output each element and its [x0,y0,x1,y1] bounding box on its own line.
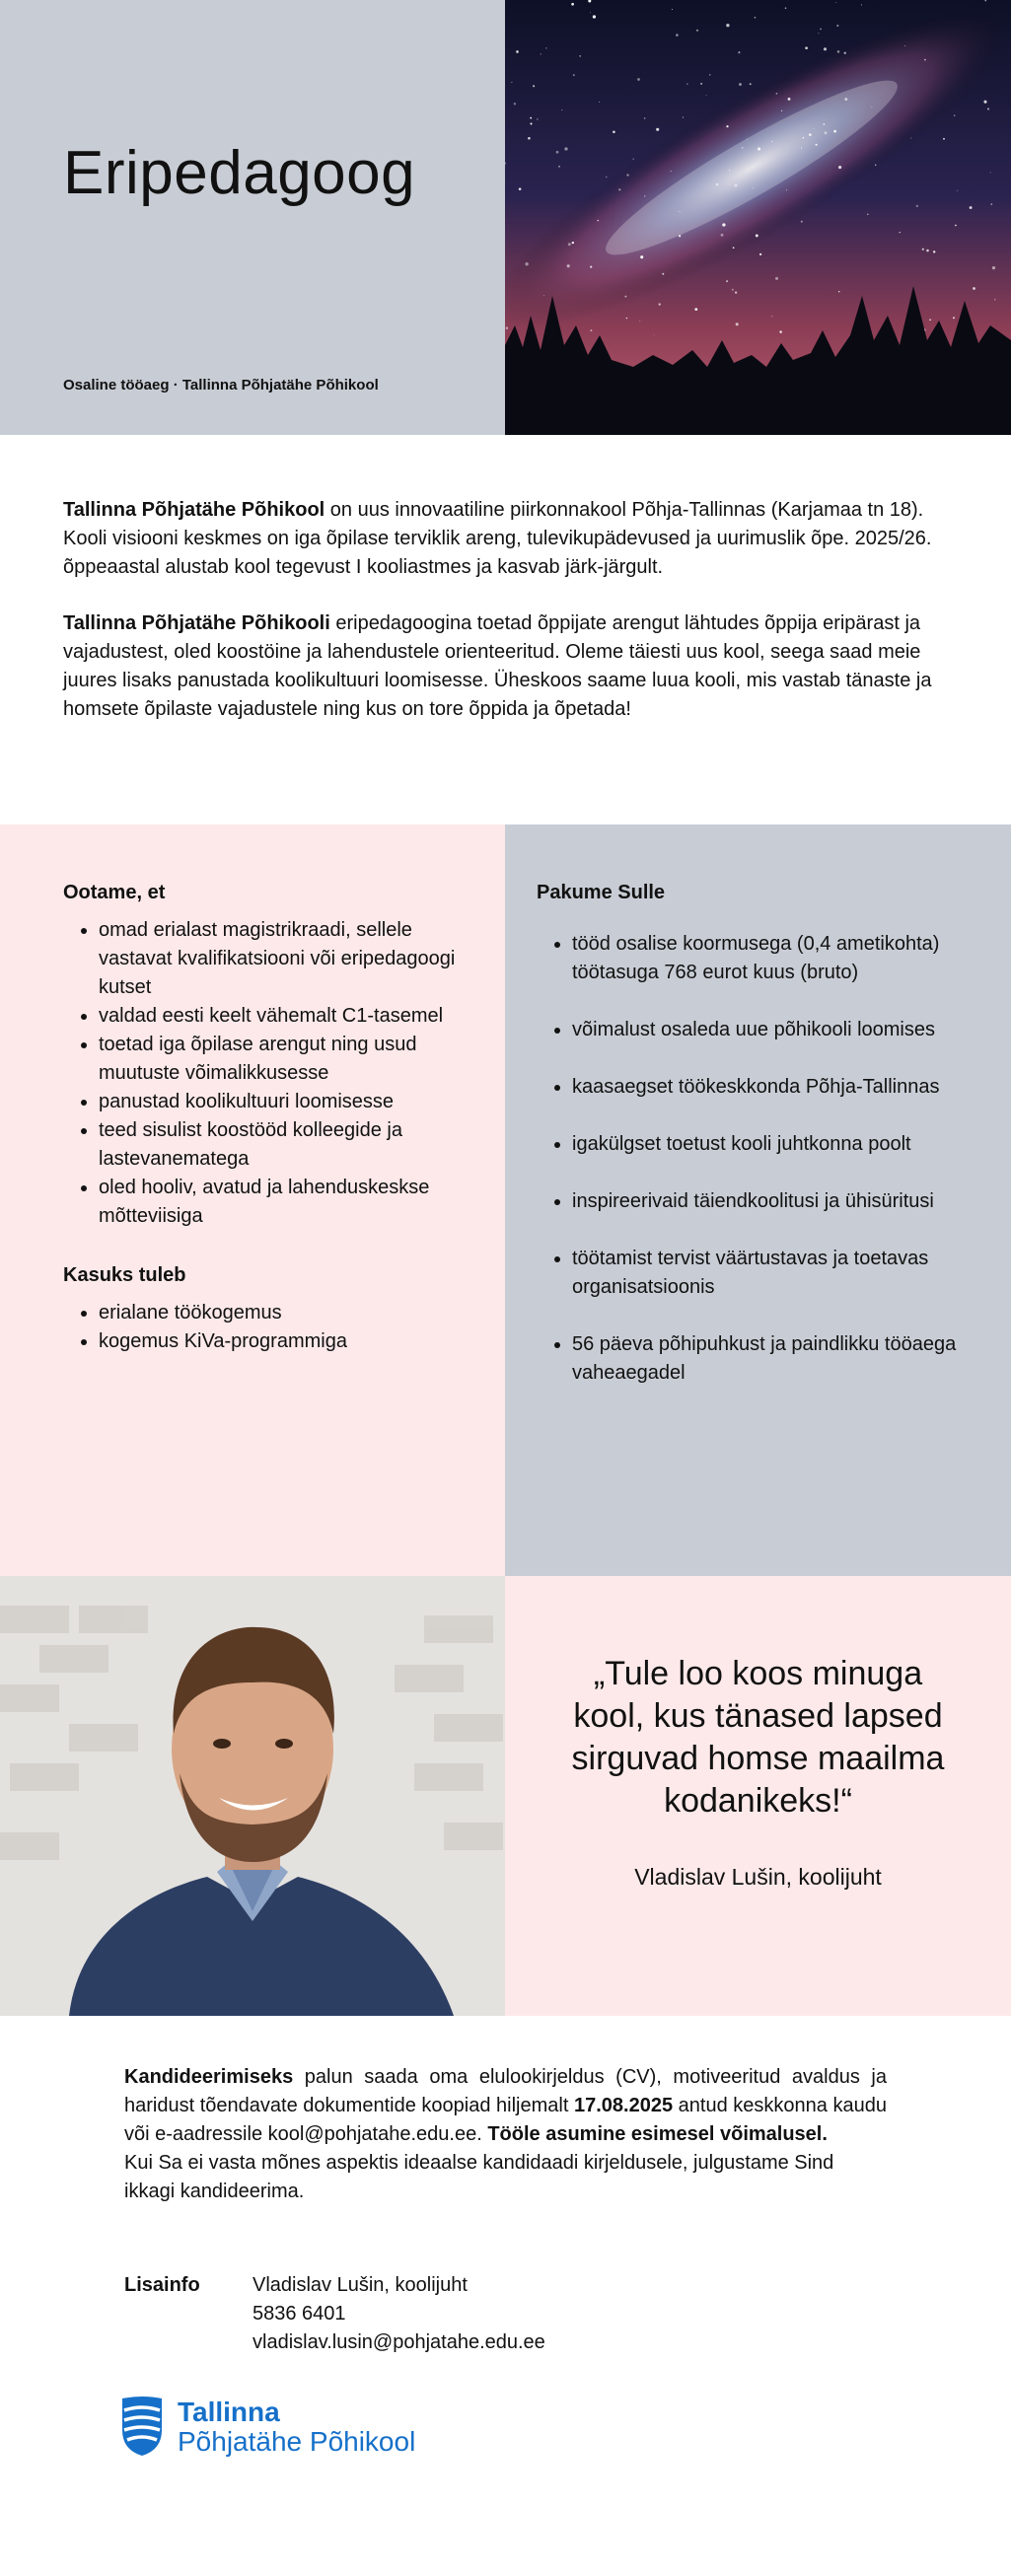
intro-paragraph-2 [63,609,948,724]
intro-text-1: on uus innovaatiline piirkonnakool Põhja-Tallinnas (Karjamaa tn 18). Kooli visiooni keskmes on iga õpilase terviklik areng, tulevikupädevused ja uurimuslik õpe. 2025/26. õppeaastal alustab kool tegevust I kooliastmes ja kasvab järk-järgult. [63,499,932,578]
list-item: • omad erialast magistrikraadi, sellele vastavat kvalifikatsiooni või eripedagoogi kutset [99,916,456,1002]
advantage-list [63,1299,456,1356]
contact-details [253,2271,545,2357]
school-name: Tallinna Põhjatähe Põhikool [63,499,325,521]
contact-section [0,2206,1011,2357]
list-item: • kogemus KiVa-programmiga [99,1327,456,1356]
list-item: • panustad koolikultuuri loomisesse [99,1088,456,1116]
list-item: • igakülgset toetust kooli juhtkonna poolt [572,1130,962,1159]
contact-email[interactable]: vladislav.lusin@pohjatahe.edu.ee [253,2331,545,2353]
list-item: • 56 päeva põhipuhkust ja paindlikku tööaega vaheaegadel [572,1330,962,1388]
logo-line-2: Põhjatähe Põhikool [178,2426,416,2457]
list-item: • võimalust osaleda uue põhikooli loomises [572,1016,962,1044]
expect-list [63,916,456,1231]
offer-list [537,930,962,1388]
requirements-panel [0,824,505,1576]
list-item: • inspireerivaid täiendkoolitusi ja ühisüritusi [572,1187,962,1216]
offer-panel [505,824,1011,1576]
details-section [0,824,1011,1576]
quote-section [0,1576,1011,2016]
apply-paragraph [124,2063,887,2149]
offer-heading: Pakume Sulle [537,882,666,903]
logo-text [178,2397,415,2457]
logo-line-1: Tallinna [178,2397,280,2427]
list-item: • teed sisulist koostööd kolleegide ja lastevanematega [99,1116,456,1174]
list-item: • tööd osalise koormusega (0,4 ametikohta) töötasuga 768 eurot kuus (bruto) [572,930,962,987]
intro-section [0,435,1011,824]
quote-panel [505,1576,1011,2016]
start-note: Tööle asumine esimesel võimalusel. [487,2123,828,2145]
advantage-heading: Kasuks tuleb [63,1264,186,1286]
encourage-text: Kui Sa ei vasta mõnes aspektis ideaalse kandidaadi kirjeldusele, julgustame Sind ikkagi kandideerima. [124,2152,834,2202]
school-logo [0,2357,1011,2458]
shield-wave-icon [120,2397,164,2458]
principal-quote: „Tule loo koos minuga kool, kus tänased lapsed sirguvad homse maailma kodanikeks!“ [571,1655,945,1820]
page-title: Eripedagoog [63,139,416,207]
contact-label: Lisainfo [124,2274,200,2296]
expect-heading: Ootame, et [63,882,166,903]
list-item: • töötamist tervist väärtustavas ja toetavas organisatsioonis [572,1245,962,1302]
list-item: • erialane töökogemus [99,1299,456,1327]
intro-paragraph-1 [63,496,948,582]
list-item: • oled hooliv, avatud ja lahenduskeskse mõtteviisiga [99,1174,456,1231]
principal-photo [0,1576,505,2016]
apply-lead: Kandideerimiseks [124,2066,294,2088]
list-item: • kaasaegset töökeskkonda Põhja-Tallinnas [572,1073,962,1102]
contact-name: Vladislav Lušin, koolijuht [253,2274,468,2296]
list-item: • valdad eesti keelt vähemalt C1-tasemel [99,1002,456,1031]
night-sky-image [505,0,1011,435]
contact-phone[interactable]: 5836 6401 [253,2303,346,2325]
list-item: • toetad iga õpilase arengut ning usud muutuste võimalikkusesse [99,1031,456,1088]
deadline-date: 17.08.2025 [573,2095,674,2116]
apply-text: antud keskkonna kaudu või e-aadressile kool@pohjatahe.edu.ee. [124,2095,887,2145]
hero-title-panel [0,0,505,435]
school-name: Tallinna Põhjatähe Põhikooli [63,612,330,634]
hero-section [0,0,1011,435]
apply-section [0,2016,1011,2206]
job-subtitle: Osaline tööaeg · Tallinna Põhjatähe Põhikool [63,377,379,394]
intro-text-2: eripedagoogina toetad õppijate arengut lähtudes õppija eripärast ja vajadustest, oled koostöine ja lahendustele orienteeritud. Oleme täiesti uus kool, seega saad meie juures lisaks panustada koolikultuuri loomisesse. Üheskoos saame luua kooli, mis vastab tänaste ja homsete õpilaste vajadustele ning kus on tore õppida ja õpetada! [63,612,932,720]
apply-text: palun saada oma elulookirjeldus (CV), motiveeritud avaldus ja haridust tõendavate dokumentide koopiad hiljemalt [124,2066,887,2116]
quote-author: Vladislav Lušin, koolijuht [634,1864,882,1890]
